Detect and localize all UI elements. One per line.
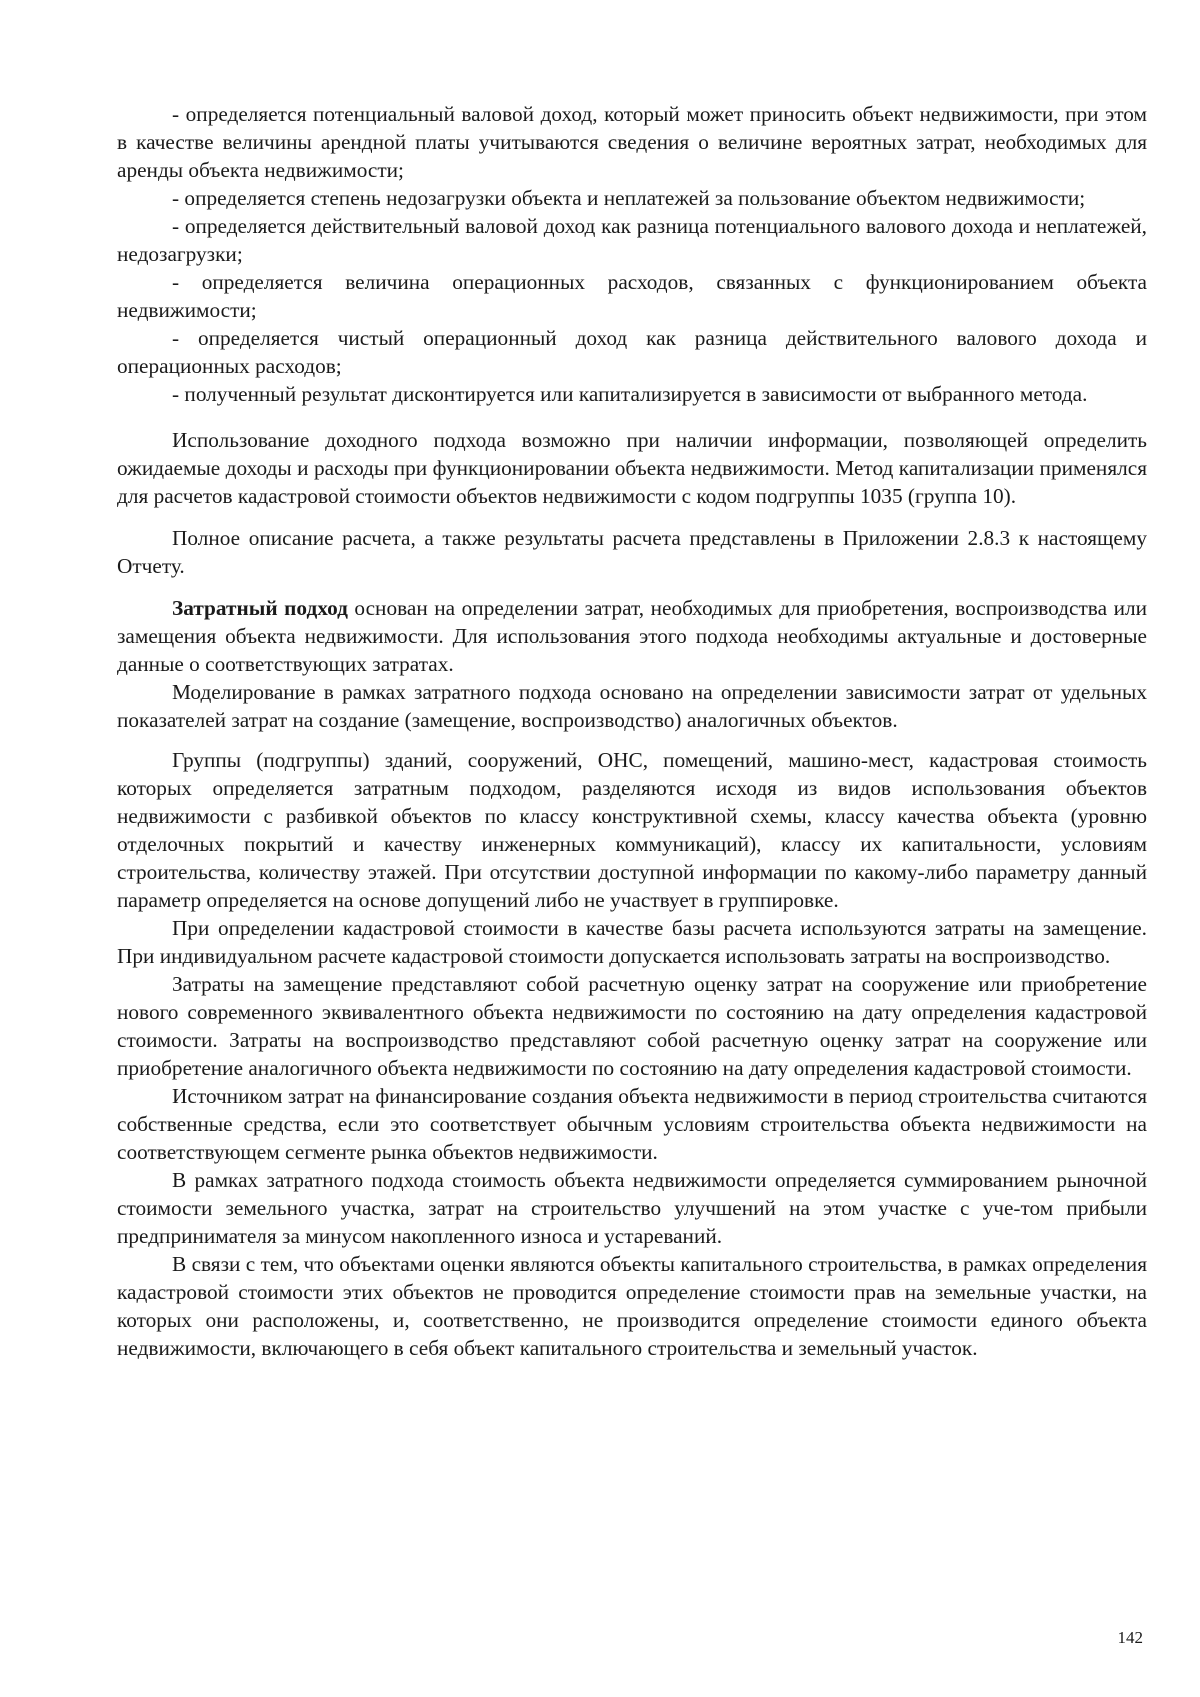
financing-source-paragraph: Источником затрат на финансирование создания объекта недвижимости в период строительства считаются собственные средства, если это соответствует обычным условиям строительства объекта недвижимости на соответствующем сегменте рынка объектов недвижимости. [117, 1084, 1147, 1164]
land-rights-paragraph: В связи с тем, что объектами оценки являются объекты капитального строительства, в рамках определения кадастровой стоимости этих объектов не проводится определение стоимости прав на земельные участки, на которых они расположены, и, соответственно, не производится определение стоимости единого объекта недвижимости, включающего в себя объект капитального строительства и земельный участок. [117, 1252, 1147, 1360]
cost-approach-term: Затратный подход [172, 596, 348, 620]
bullet-operating-expenses: - определяется величина операционных расходов, связанных с функционированием объекта недвижимости; [117, 270, 1147, 322]
bullet-effective-income: - определяется действительный валовой доход как разница потенциального валового дохода и неплатежей, недозагрузки; [117, 214, 1147, 266]
income-approach-usage-paragraph: Использование доходного подхода возможно при наличии информации, позволяющей определить ожидаемые доходы и расходы при функционировании объекта недвижимости. Метод капитализации применялся для расчетов кадастровой стоимости объектов недвижимости с кодом подгруппы 1035 (группа 10). [117, 428, 1147, 508]
cost-approach-paragraph [117, 594, 1147, 678]
page-number: 142 [1117, 1628, 1143, 1647]
bullet-underload: - определяется степень недозагрузки объекта и неплатежей за пользование объектом недвижимости; [172, 186, 1086, 210]
grouping-paragraph: Группы (подгруппы) зданий, сооружений, ОНС, помещений, машино-мест, кадастровая стоимость которых определяется затратным подходом, разделяются исходя из видов использования объектов недвижимости с разбивкой объектов по классу конструктивной схемы, классу качества объекта (уровню отделочных покрытий и качеству инженерных коммуникаций), классу их капитальности, условиям строительства, количеству этажей. При отсутствии доступной информации по какому-либо параметру данный параметр определяется на основе допущений либо не участвует в группировке. [117, 748, 1147, 912]
bullet-net-income: - определяется чистый операционный доход как разница действительного валового дохода и операционных расходов; [117, 326, 1147, 378]
cost-summation-paragraph: В рамках затратного подхода стоимость объекта недвижимости определяется суммированием рыночной стоимости земельного участка, затрат на строительство улучшений на этом участке с уче-том прибыли предпринимателя за минусом накопленного износа и устареваний. [117, 1168, 1147, 1248]
cost-approach-text: основан на определении затрат, необходимых для приобретения, воспроизводства или замещения объекта недвижимости. Для использования этого подхода необходимы актуальные и достоверные данные о соответствующих затратах. [117, 596, 1147, 676]
modeling-paragraph: Моделирование в рамках затратного подхода основано на определении зависимости затрат от удельных показателей затрат на создание (замещение, воспроизводство) аналогичных объектов. [117, 680, 1147, 732]
bullet-potential-income: - определяется потенциальный валовой доход, который может приносить объект недвижимости, при этом в качестве величины арендной платы учитываются сведения о величине вероятных затрат, необходимых для аренды объекта недвижимости; [117, 102, 1147, 182]
page-body [117, 100, 1147, 1362]
calculation-base-paragraph: При определении кадастровой стоимости в качестве базы расчета используются затраты на замещение. При индивидуальном расчете кадастровой стоимости допускается использовать затраты на воспроизводство. [117, 916, 1147, 968]
replacement-costs-paragraph: Затраты на замещение представляют собой расчетную оценку затрат на сооружение или приобретение нового современного эквивалентного объекта недвижимости по состоянию на дату определения кадастровой стоимости. Затраты на воспроизводство представляют собой расчетную оценку затрат на сооружение или приобретение аналогичного объекта недвижимости по состоянию на дату определения кадастровой стоимости. [117, 972, 1147, 1080]
bullet-discounting: - полученный результат дисконтируется или капитализируется в зависимости от выбранного метода. [172, 382, 1088, 406]
appendix-reference-paragraph: Полное описание расчета, а также результаты расчета представлены в Приложении 2.8.3 к настоящему Отчету. [117, 526, 1147, 578]
